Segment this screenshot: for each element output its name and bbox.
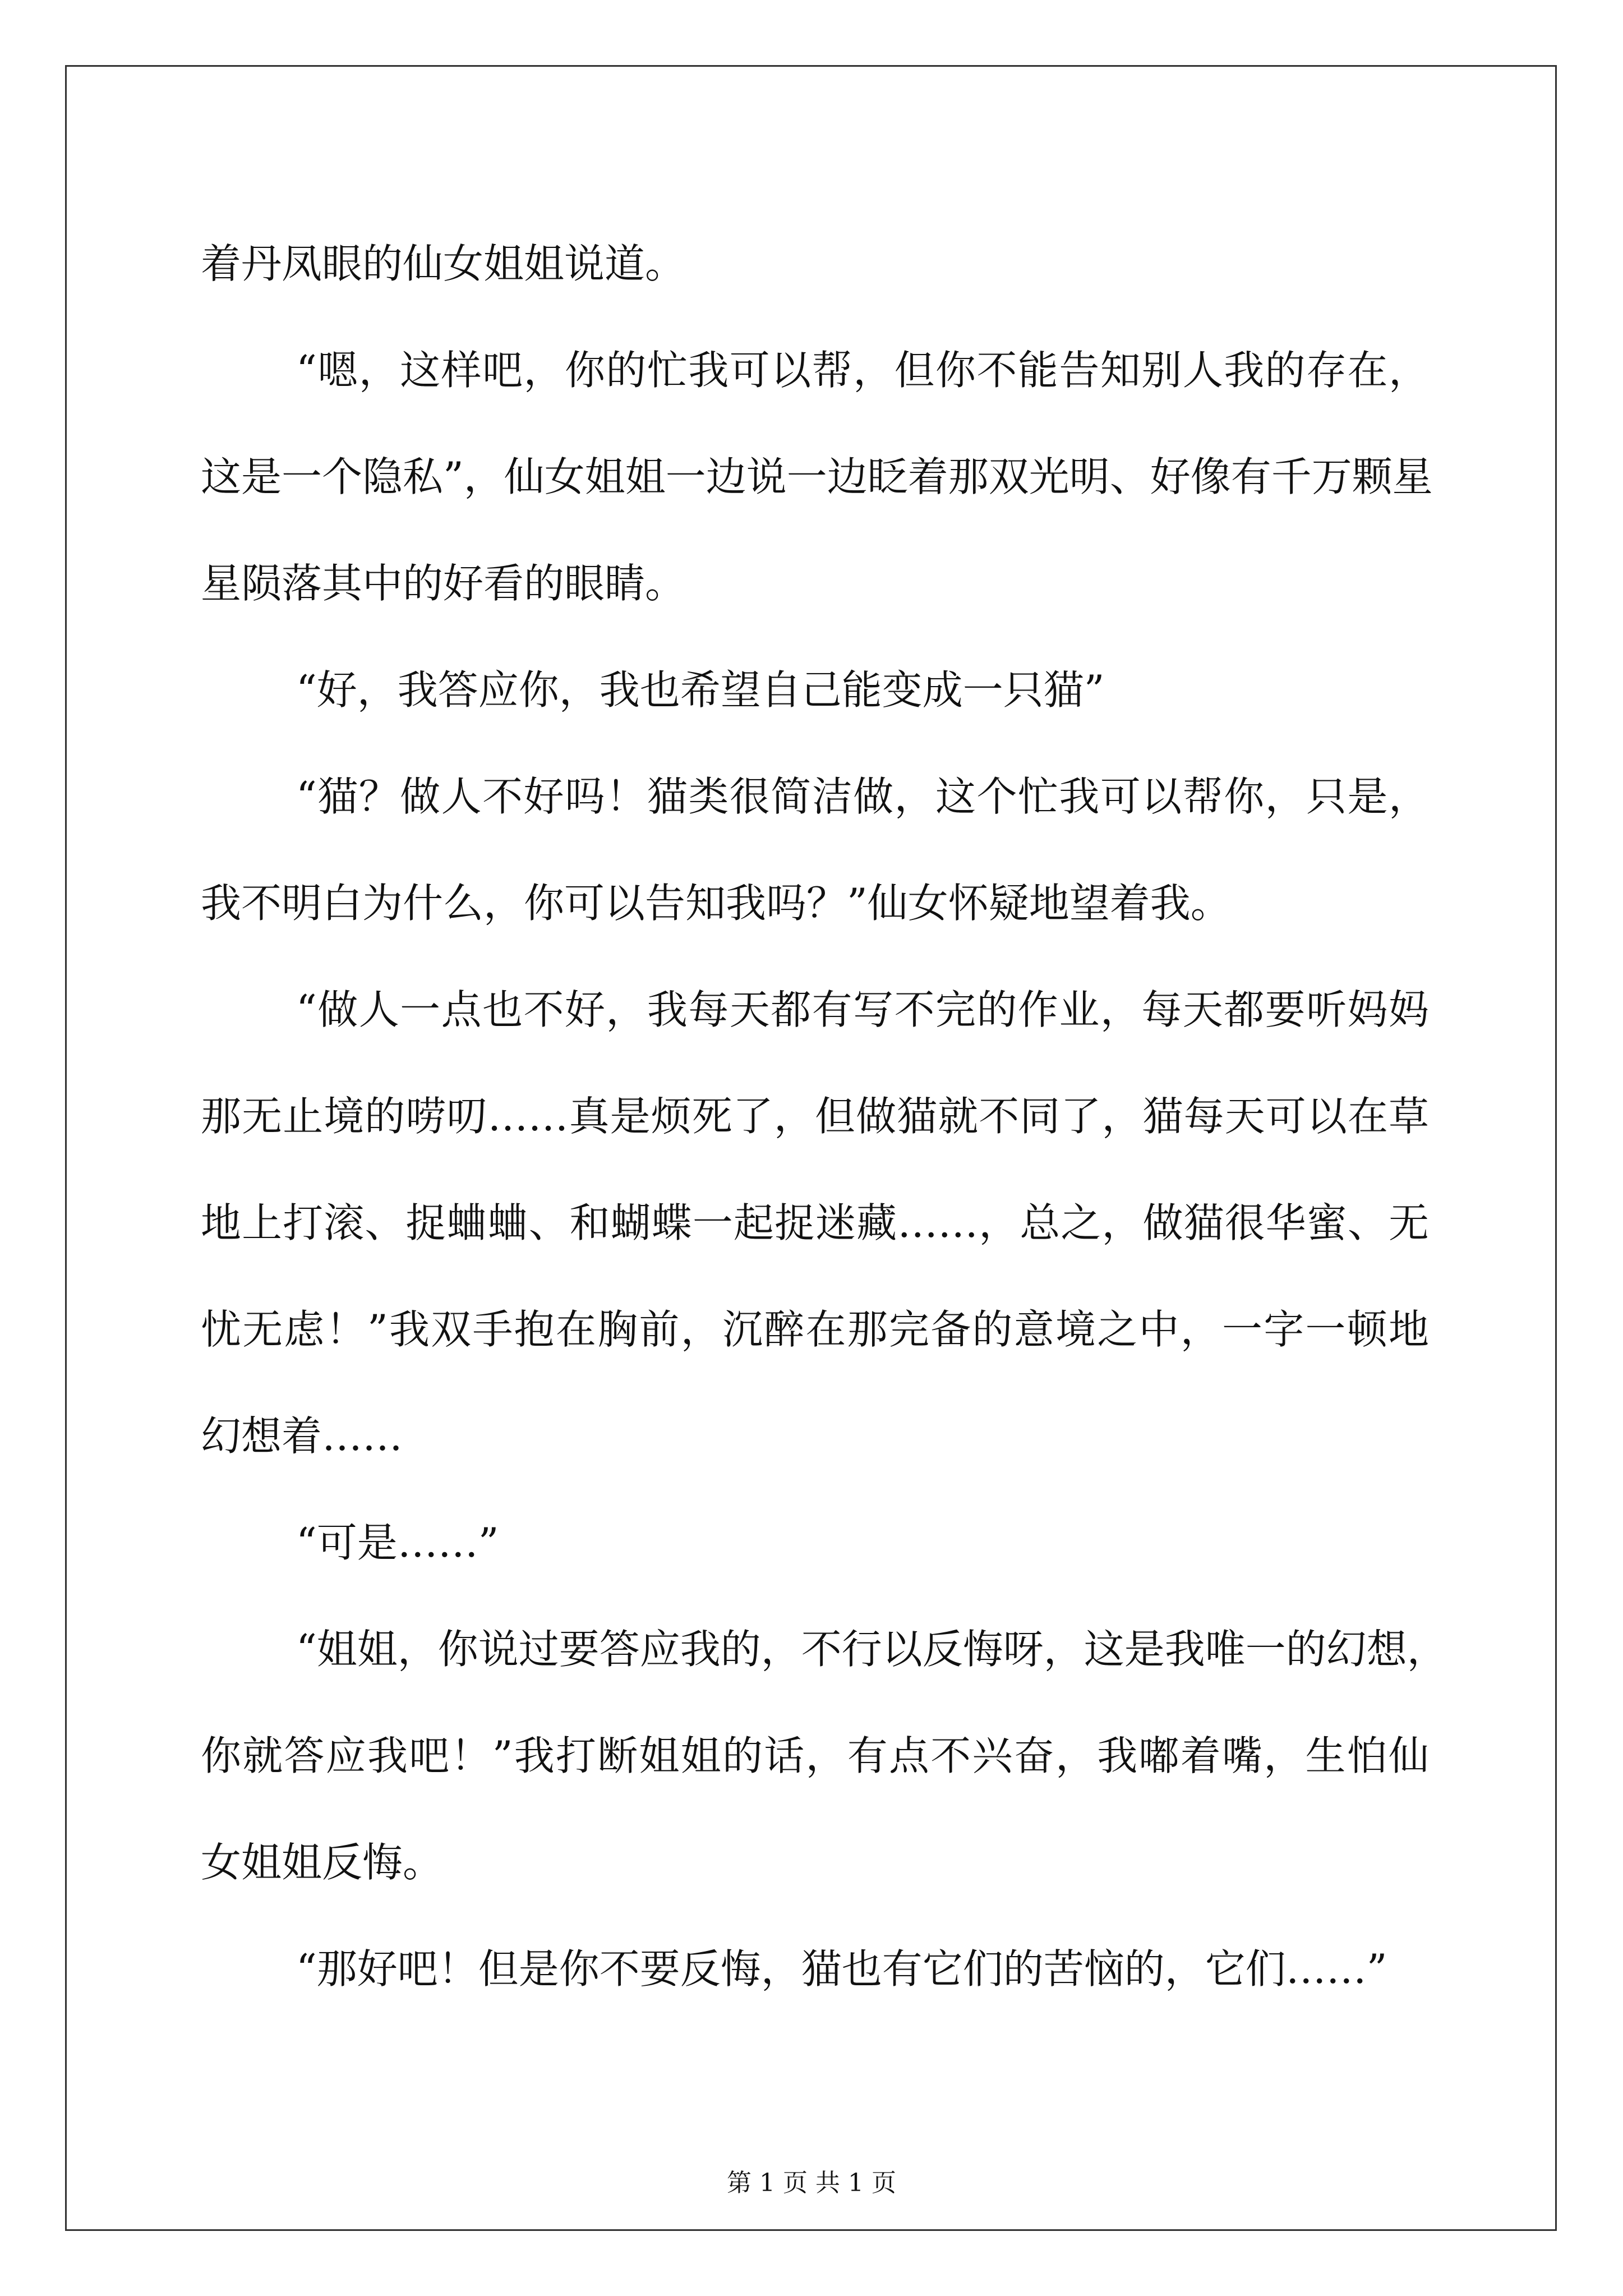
text-line: 幻想着…… [201, 1412, 403, 1460]
text-line: 着丹凤眼的仙女姐姐说道。 [201, 240, 686, 287]
text-line: 忧无虑！”我双手抱在胸前，沉醉在那完备的意境之中，一字一顿地 [201, 1306, 1429, 1353]
text-line: 你就答应我吧！”我打断姐姐的话，有点不兴奋，我嘟着嘴，生怕仙 [201, 1732, 1429, 1779]
text-line: 那无止境的唠叨……真是烦死了，但做猫就不同了，猫每天可以在草 [201, 1093, 1429, 1140]
text-line: “做人一点也不好，我每天都有写不完的作业，每天都要听妈妈 [296, 986, 1429, 1033]
text-line: “姐姐，你说过要答应我的，不行以反悔呀，这是我唯一的幻想， [296, 1626, 1447, 1673]
text-line: “那好吧！但是你不要反悔，猫也有它们的苦恼的，它们……” [296, 1945, 1387, 1993]
text-line: 我不明白为什么，你可以告知我吗？”仙女怀疑地望着我。 [201, 880, 1231, 927]
text-line: “猫？做人不好吗！猫类很简洁做，这个忙我可以帮你，只是， [296, 773, 1429, 820]
text-line: 女姐姐反悔。 [201, 1839, 444, 1886]
text-line: 星陨落其中的好看的眼睛。 [201, 560, 686, 607]
text-line: “好，我答应你，我也希望自己能变成一只猫” [296, 666, 1105, 714]
text-line: “可是……” [296, 1519, 499, 1566]
text-line: “嗯，这样吧，你的忙我可以帮，但你不能告知别人我的存在， [296, 347, 1429, 394]
page-number-footer: 第 1 页 共 1 页 [727, 2169, 896, 2197]
text-line: 这是一个隐私”，仙女姐姐一边说一边眨着那双光明、好像有千万颗星 [201, 453, 1433, 500]
text-line: 地上打滚、捉蛐蛐、和蝴蝶一起捉迷藏……，总之，做猫很华蜜、无 [201, 1199, 1429, 1246]
document-body [201, 210, 1447, 2022]
